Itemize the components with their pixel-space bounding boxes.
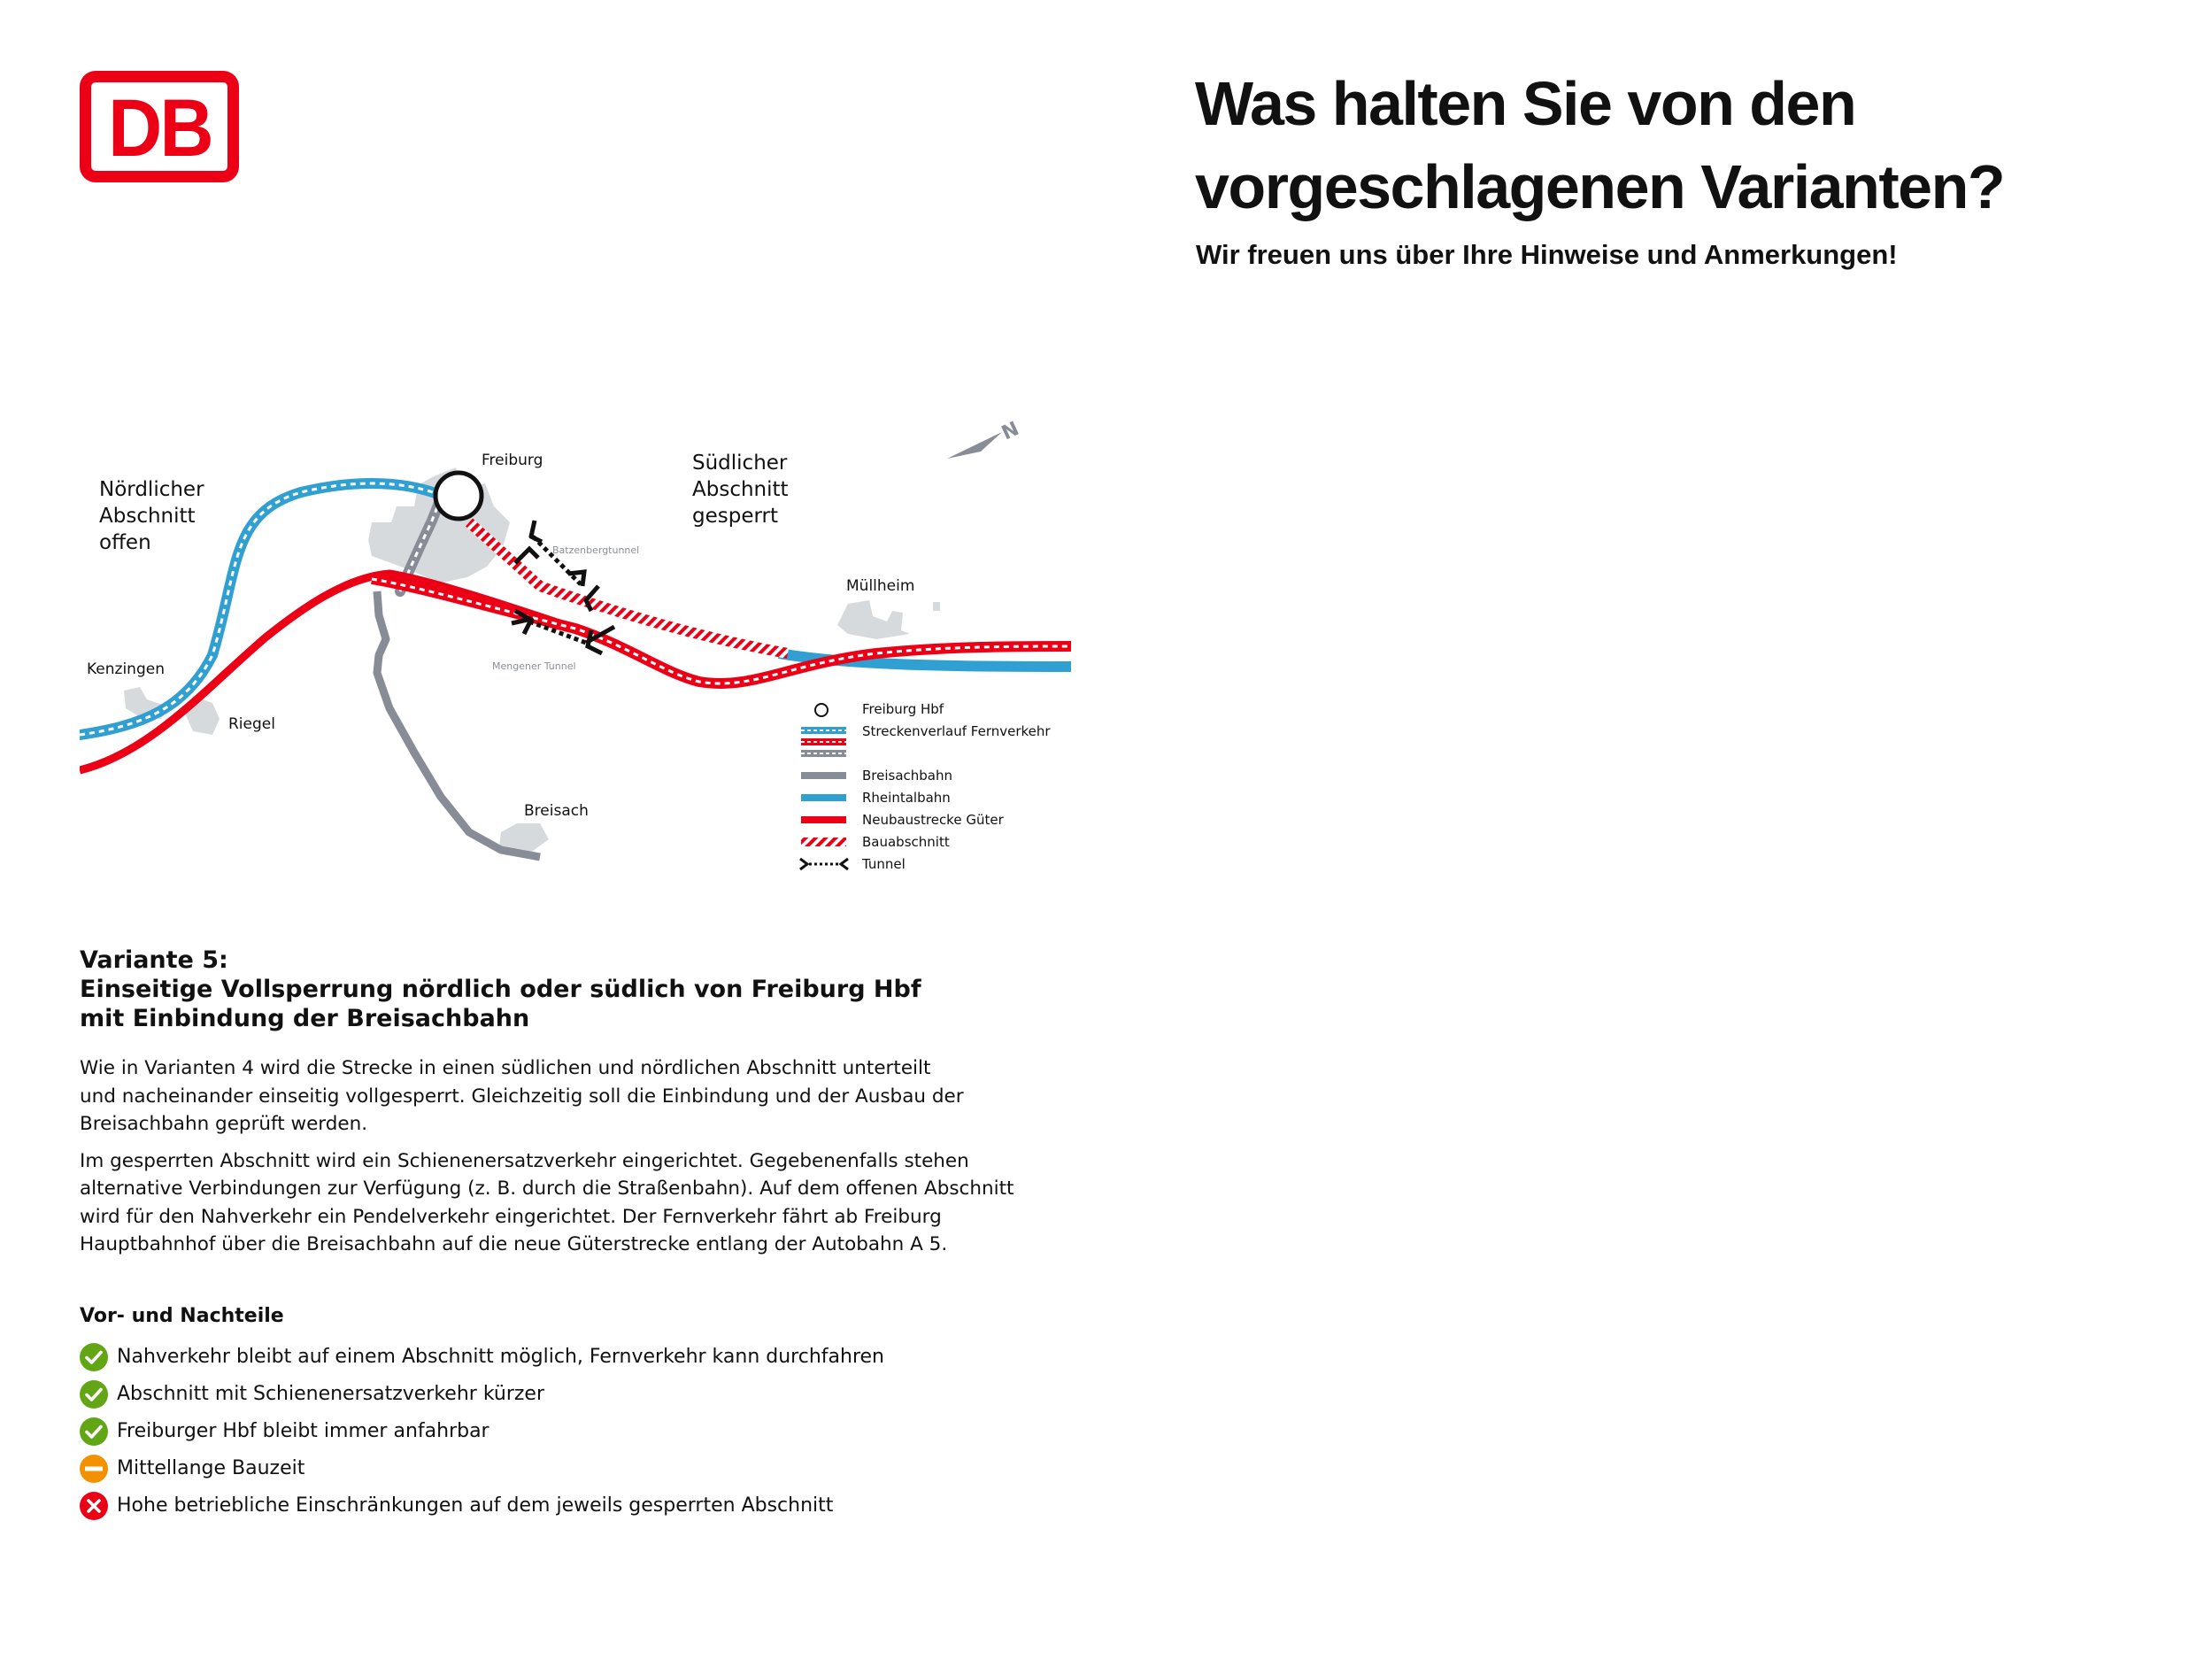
pros-cons-item-text: Hohe betriebliche Einschränkungen auf dem jeweils gesperrten Abschnitt bbox=[117, 1494, 834, 1517]
check-icon bbox=[80, 1343, 108, 1371]
minus-icon bbox=[80, 1455, 108, 1483]
pros-cons-item bbox=[80, 1339, 1071, 1376]
label-breisach: Breisach bbox=[524, 802, 589, 820]
pros-cons-item bbox=[80, 1376, 1071, 1413]
legend-symbols bbox=[800, 704, 848, 869]
label-line: Abschnitt bbox=[99, 505, 196, 528]
north-arrow bbox=[947, 418, 1022, 459]
legend-label-fernverkehr: Streckenverlauf Fernverkehr bbox=[862, 723, 1051, 739]
legend-label-bauabschnitt: Bauabschnitt bbox=[862, 834, 950, 850]
paragraph-line: und nacheinander einseitig vollgesperrt. Gleichzeitig soll die Einbindung und der Ausbau der bbox=[80, 1085, 964, 1108]
label-line: Südlicher bbox=[692, 452, 788, 475]
check-icon bbox=[80, 1417, 108, 1446]
variant-paragraph-1 bbox=[80, 1054, 1071, 1139]
label-mengener-tunnel: Mengener Tunnel bbox=[492, 660, 576, 672]
label-kenzingen: Kenzingen bbox=[87, 660, 165, 678]
variant-title-line: Variante 5: bbox=[80, 946, 228, 974]
label-north-section bbox=[99, 476, 204, 556]
label-line: Nördlicher bbox=[99, 478, 204, 501]
db-logo bbox=[80, 71, 239, 182]
check-icon bbox=[80, 1380, 108, 1409]
label-riegel: Riegel bbox=[228, 715, 275, 733]
pros-cons-item bbox=[80, 1450, 1071, 1487]
legend-symbol-hatched bbox=[801, 838, 846, 846]
town-area-muellheim bbox=[837, 600, 910, 639]
pros-cons-title: Vor- und Nachteile bbox=[80, 1304, 284, 1327]
line-bauabschnitt bbox=[469, 522, 788, 653]
legend-label-rheintalbahn: Rheintalbahn bbox=[862, 790, 951, 806]
label-line: offen bbox=[99, 531, 151, 554]
pros-cons-list bbox=[80, 1339, 1071, 1525]
paragraph-line: Breisachbahn geprüft werden. bbox=[80, 1113, 368, 1135]
variant-title-line: Einseitige Vollsperrung nördlich oder südlich von Freiburg Hbf bbox=[80, 976, 921, 1003]
paragraph-line: Im gesperrten Abschnitt wird ein Schienenersatzverkehr eingerichtet. Gegebenenfalls stehen bbox=[80, 1149, 969, 1172]
headline-line: vorgeschlagenen Varianten? bbox=[1195, 152, 2005, 221]
station-freiburg-hbf bbox=[435, 473, 482, 519]
label-south-section bbox=[692, 450, 789, 529]
town-area-muellheim-small bbox=[933, 602, 940, 611]
label-line: gesperrt bbox=[692, 505, 779, 528]
legend-symbol-station bbox=[815, 704, 828, 716]
label-line: Abschnitt bbox=[692, 478, 789, 501]
pros-cons-item-text: Abschnitt mit Schienenersatzverkehr kürzer bbox=[117, 1383, 545, 1405]
page-subline: Wir freuen uns über Ihre Hinweise und Anmerkungen! bbox=[1196, 239, 1898, 270]
pros-cons-item bbox=[80, 1413, 1071, 1450]
label-muellheim: Müllheim bbox=[846, 577, 915, 595]
variant-paragraph-2 bbox=[80, 1147, 1071, 1259]
cross-icon bbox=[80, 1492, 108, 1520]
pros-cons-item-text: Mittellange Bauzeit bbox=[117, 1457, 305, 1479]
variant-title-line: mit Einbindung der Breisachbahn bbox=[80, 1005, 530, 1032]
variant-title bbox=[80, 946, 1071, 1033]
variant-content bbox=[80, 946, 1071, 1525]
label-batzenbergtunnel: Batzenbergtunnel bbox=[552, 544, 640, 556]
paragraph-line: wird für den Nahverkehr ein Pendelverkehr eingerichtet. Der Fernverkehr fährt ab Freiburg bbox=[80, 1205, 942, 1228]
paragraph-line: Hauptbahnhof über die Breisachbahn auf die neue Güterstrecke entlang der Autobahn A 5. bbox=[80, 1233, 948, 1255]
pros-cons-item bbox=[80, 1487, 1071, 1525]
legend-label-tunnel: Tunnel bbox=[862, 856, 906, 872]
legend-symbol-tunnel bbox=[800, 859, 848, 869]
legend-label-neubaustrecke: Neubaustrecke Güter bbox=[862, 812, 1004, 828]
line-breisachbahn bbox=[377, 591, 540, 857]
north-arrow-shape bbox=[947, 432, 1002, 459]
route-map bbox=[80, 390, 1071, 894]
north-arrow-letter: N bbox=[998, 417, 1023, 445]
legend-label-station: Freiburg Hbf bbox=[862, 701, 944, 717]
label-freiburg: Freiburg bbox=[482, 452, 543, 469]
pros-cons-item-text: Nahverkehr bleibt auf einem Abschnitt möglich, Fernverkehr kann durchfahren bbox=[117, 1346, 884, 1368]
legend-symbol-dotted-lines bbox=[801, 730, 846, 753]
pros-cons-item-text: Freiburger Hbf bleibt immer anfahrbar bbox=[117, 1420, 489, 1442]
paragraph-line: alternative Verbindungen zur Verfügung (z. B. durch die Straßenbahn). Auf dem offenen Abschnitt bbox=[80, 1177, 1014, 1200]
headline-line: Was halten Sie von den bbox=[1195, 69, 1856, 138]
page-headline bbox=[1195, 62, 2169, 228]
paragraph-line: Wie in Varianten 4 wird die Strecke in einen südlichen und nördlichen Abschnitt unterteilt bbox=[80, 1057, 931, 1079]
legend-label-breisachbahn: Breisachbahn bbox=[862, 768, 953, 784]
db-logo-text: DB bbox=[107, 83, 212, 174]
